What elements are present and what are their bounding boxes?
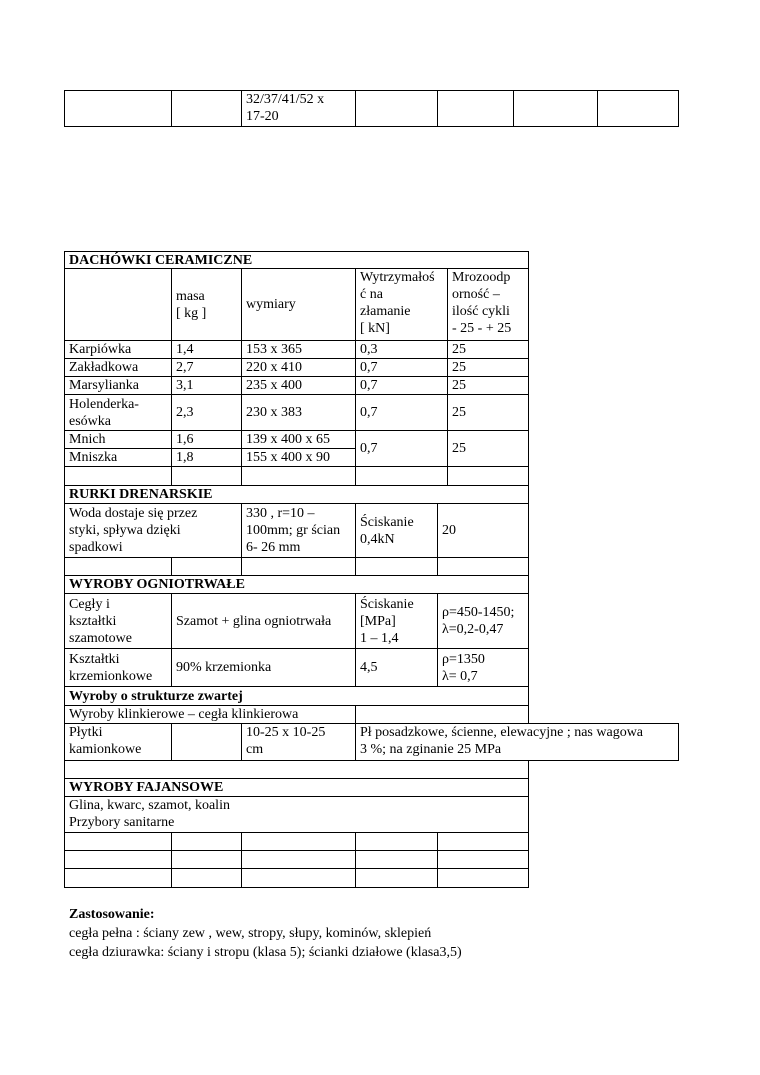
tile-wymiary: 220 x 410 (242, 359, 356, 377)
top-table-dimensions: 32/37/41/52 x 17-20 (242, 90, 356, 127)
tile-mrozoodpornosc: 25 (448, 377, 529, 395)
empty-cell (172, 869, 242, 888)
tile-mrozoodpornosc: 25 (448, 359, 529, 377)
tile-wymiary: 139 x 400 x 65 (242, 431, 356, 449)
tile-masa: 3,1 (172, 377, 242, 395)
empty-cell (356, 833, 438, 851)
empty-cell (64, 833, 172, 851)
header-wytrzymalosc: Wytrzymałoś ć na złamanie [ kN] (356, 269, 448, 341)
section-title-ogniotrwale: WYROBY OGNIOTRWAŁE (64, 576, 529, 594)
tile-mrozoodpornosc-merged: 25 (448, 431, 529, 467)
zastosowanie-line: cegła pełna : ściany zew , wew, stropy, słupy, kominów, sklepień (69, 926, 432, 941)
tile-masa: 1,4 (172, 341, 242, 359)
ogniotrwale-properties: ρ=450-1450; λ=0,2-0,47 (438, 594, 529, 649)
header-mrozoodpornosc: Mrozoodp orność – ilość cykli - 25 - + 25 (448, 269, 529, 341)
empty-cell (242, 851, 356, 869)
rurki-value: 20 (438, 504, 529, 558)
tile-wytrzymalosc: 0,7 (356, 359, 448, 377)
plytki-dimensions: 10-25 x 10-25 cm (242, 724, 356, 761)
empty-cell (438, 833, 529, 851)
fajansowe-description: Glina, kwarc, szamot, koalin Przybory sanitarne (64, 797, 529, 833)
rurki-description: Woda dostaje się przez styki, spływa dzięki spadkowi (64, 504, 242, 558)
ogniotrwale-name: Cegły i kształtki szamotowe (64, 594, 172, 649)
empty-cell (448, 467, 529, 486)
empty-cell (172, 558, 242, 576)
empty-cell (64, 869, 172, 888)
empty-cell (356, 706, 529, 724)
empty-cell (172, 724, 242, 761)
section-title-zwarte: Wyroby o strukturze zwartej (64, 687, 529, 706)
plytki-description: Pł posadzkowe, ścienne, elewacyjne ; nas wagowa 3 %; na zginanie 25 MPa (356, 723, 679, 761)
tile-mrozoodpornosc: 25 (448, 395, 529, 431)
empty-cell (356, 869, 438, 888)
tile-wytrzymalosc-merged: 0,7 (356, 431, 448, 467)
tile-wytrzymalosc: 0,7 (356, 395, 448, 431)
tile-mrozoodpornosc: 25 (448, 341, 529, 359)
zastosowanie-title: Zastosowanie: (69, 907, 155, 922)
zastosowanie-notes (69, 905, 462, 962)
tile-name: Zakładkowa (64, 359, 172, 377)
empty-cell (356, 467, 448, 486)
ogniotrwale-strength: 4,5 (356, 649, 438, 687)
tile-masa: 1,8 (172, 449, 242, 467)
tile-wymiary: 153 x 365 (242, 341, 356, 359)
empty-cell (438, 558, 529, 576)
top-table-cell (598, 90, 679, 127)
empty-cell (64, 467, 172, 486)
tile-name: Mnich (64, 431, 172, 449)
rurki-strength: Ściskanie 0,4kN (356, 504, 438, 558)
top-table-cell (438, 90, 514, 127)
rurki-dimensions: 330 , r=10 – 100mm; gr ścian 6- 26 mm (242, 504, 356, 558)
empty-cell (438, 851, 529, 869)
empty-cell (64, 851, 172, 869)
tile-masa: 2,7 (172, 359, 242, 377)
empty-cell (356, 851, 438, 869)
tile-name: Mniszka (64, 449, 172, 467)
empty-cell (242, 467, 356, 486)
tile-wytrzymalosc: 0,3 (356, 341, 448, 359)
empty-cell (242, 833, 356, 851)
zastosowanie-line: cegła dziurawka: ściany i stropu (klasa 5); ścianki działowe (klasa3,5) (69, 945, 462, 960)
tile-masa: 1,6 (172, 431, 242, 449)
section-title-rurki: RURKI DRENARSKIE (64, 486, 529, 504)
tile-name: Holenderka- esówka (64, 395, 172, 431)
empty-cell (172, 851, 242, 869)
top-table-cell (356, 90, 438, 127)
plytki-name: Płytki kamionkowe (64, 724, 172, 761)
empty-row (64, 761, 529, 779)
empty-cell (172, 833, 242, 851)
empty-cell (242, 558, 356, 576)
top-table-cell (172, 90, 242, 127)
tile-name: Karpiówka (64, 341, 172, 359)
empty-cell (356, 558, 438, 576)
top-table-cell (64, 90, 172, 127)
tile-name: Marsylianka (64, 377, 172, 395)
tile-wymiary: 230 x 383 (242, 395, 356, 431)
tile-wymiary: 155 x 400 x 90 (242, 449, 356, 467)
ogniotrwale-composition: Szamot + glina ogniotrwała (172, 594, 356, 649)
empty-cell (172, 467, 242, 486)
tile-wymiary: 235 x 400 (242, 377, 356, 395)
klinkier-row: Wyroby klinkierowe – cegła klinkierowa (64, 706, 356, 724)
empty-cell (242, 869, 356, 888)
tile-masa: 2,3 (172, 395, 242, 431)
header-wymiary: wymiary (242, 269, 356, 341)
section-title-dachowki: DACHÓWKI CERAMICZNE (64, 251, 529, 269)
ogniotrwale-composition: 90% krzemionka (172, 649, 356, 687)
section-title-fajansowe: WYROBY FAJANSOWE (64, 779, 529, 797)
header-empty-cell (64, 269, 172, 341)
empty-cell (438, 869, 529, 888)
header-masa: masa [ kg ] (172, 269, 242, 341)
empty-cell (64, 558, 172, 576)
top-table-cell (514, 90, 598, 127)
ogniotrwale-name: Kształtki krzemionkowe (64, 649, 172, 687)
tile-wytrzymalosc: 0,7 (356, 377, 448, 395)
ogniotrwale-properties: ρ=1350 λ= 0,7 (438, 649, 529, 687)
ogniotrwale-strength: Ściskanie [MPa] 1 – 1,4 (356, 594, 438, 649)
